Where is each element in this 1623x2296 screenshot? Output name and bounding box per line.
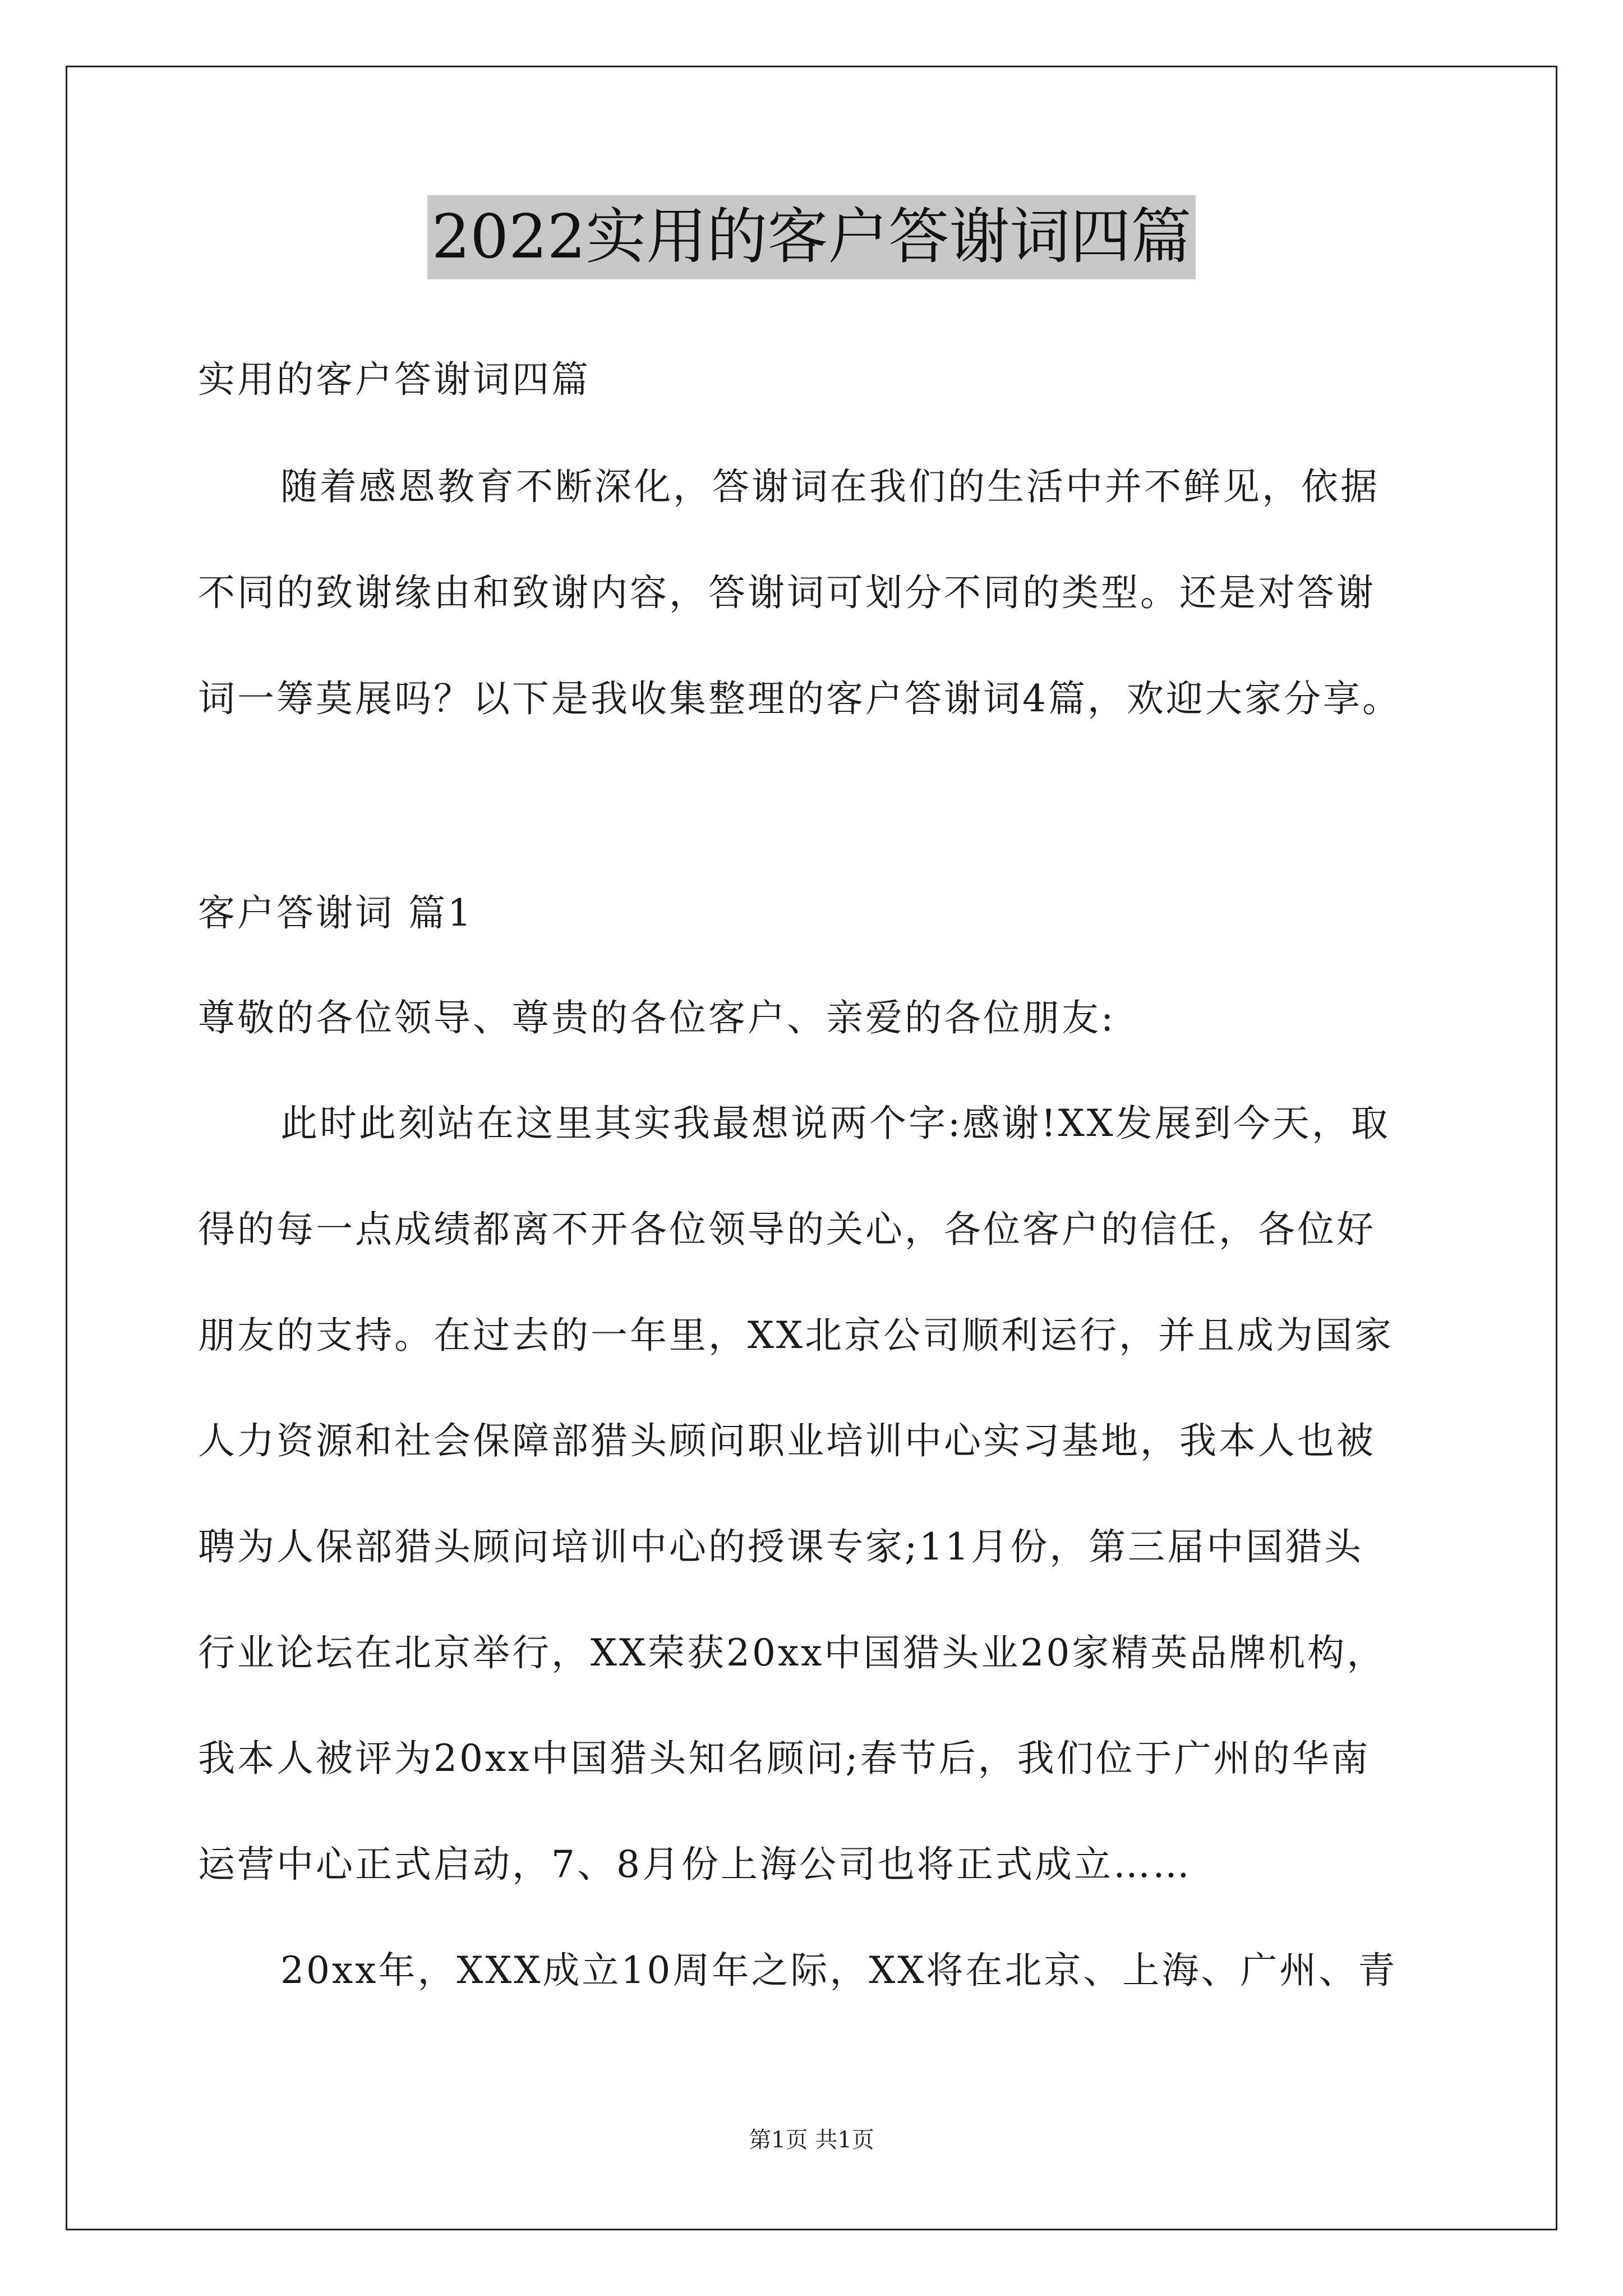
page-footer: 第1页 共1页 — [749, 2127, 874, 2153]
body-line-7: 我本人被评为20xx中国猎头知名顾问;春节后，我们位于广州的华南 — [198, 1737, 1371, 1780]
body-line-6: 行业论坛在北京举行，XX荣获20xx中国猎头业20家精英品牌机构， — [198, 1631, 1386, 1674]
body-line-3: 朋友的支持。在过去的一年里，XX北京公司顺利运行，并且成为国家 — [198, 1314, 1394, 1357]
title-container — [0, 195, 1623, 279]
body-line-5: 聘为人保部猎头顾问培训中心的授课专家;11月份，第三届中国猎头 — [198, 1525, 1364, 1568]
subtitle-line: 实用的客户答谢词四篇 — [198, 358, 591, 401]
body-line-4: 人力资源和社会保障部猎头顾问职业培训中心实习基地，我本人也被 — [198, 1419, 1376, 1462]
section-heading: 客户答谢词 篇1 — [198, 891, 473, 935]
salutation-line: 尊敬的各位领导、尊贵的各位客户、亲爱的各位朋友: — [198, 996, 1116, 1039]
body-line-8: 运营中心正式启动，7、8月份上海公司也将正式成立…… — [198, 1843, 1192, 1886]
intro-line-1: 随着感恩教育不断深化，答谢词在我们的生活中并不鲜见，依据 — [280, 465, 1380, 508]
intro-line-3: 词一筹莫展吗？以下是我收集整理的客户答谢词4篇，欢迎大家分享。 — [198, 677, 1401, 720]
body-line-1: 此时此刻站在这里其实我最想说两个字:感谢!XX发展到今天，取 — [280, 1102, 1390, 1145]
document-title: 2022实用的客户答谢词四篇 — [427, 195, 1196, 279]
intro-line-2: 不同的致谢缘由和致谢内容，答谢词可划分不同的类型。还是对答谢 — [198, 571, 1376, 614]
body-line-9: 20xx年，XXX成立10周年之际，XX将在北京、上海、广州、青 — [280, 1949, 1398, 1992]
body-line-2: 得的每一点成绩都离不开各位领导的关心，各位客户的信任，各位好 — [198, 1208, 1376, 1251]
